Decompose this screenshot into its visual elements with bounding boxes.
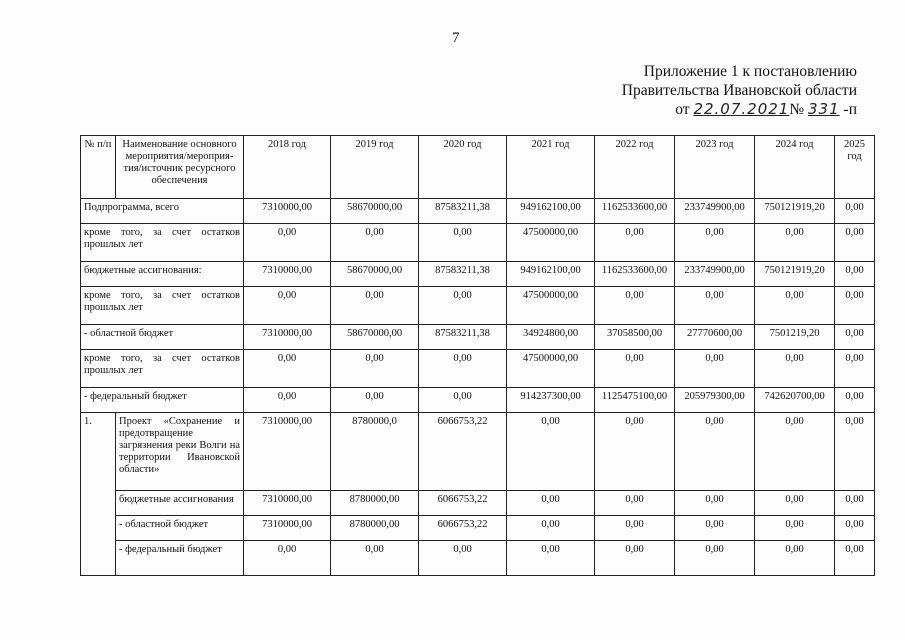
cell-value: 750121919,20: [755, 199, 835, 224]
column-header: 2019 год: [331, 136, 419, 199]
row-label: бюджетные ассигнования:: [81, 262, 244, 287]
handwritten-number: 331: [808, 100, 840, 118]
table-row: [81, 262, 875, 287]
table-row: [81, 287, 875, 325]
cell-value: 0,00: [835, 287, 875, 325]
cell-value: 1125475100,00: [595, 388, 675, 413]
column-header: 2023 год: [675, 136, 755, 199]
from-label: от: [675, 101, 690, 118]
cell-value: 0,00: [835, 325, 875, 350]
table-header-row: [81, 136, 875, 199]
cell-value: 0,00: [755, 224, 835, 262]
cell-value: 0,00: [755, 516, 835, 541]
cell-value: 0,00: [835, 516, 875, 541]
cell-value: 0,00: [419, 287, 507, 325]
cell-value: 949162100,00: [507, 262, 595, 287]
cell-value: 87583211,38: [419, 199, 507, 224]
cell-value: 0,00: [331, 287, 419, 325]
cell-value: 750121919,20: [755, 262, 835, 287]
cell-value: 914237300,00: [507, 388, 595, 413]
cell-value: 58670000,00: [331, 199, 419, 224]
column-header: 2024 год: [755, 136, 835, 199]
cell-value: 0,00: [595, 491, 675, 516]
cell-value: 8780000,00: [331, 516, 419, 541]
column-header: 2025 год: [835, 136, 875, 199]
cell-value: 0,00: [419, 224, 507, 262]
cell-value: 7310000,00: [244, 325, 331, 350]
cell-value: 205979300,00: [675, 388, 755, 413]
cell-value: 0,00: [595, 413, 675, 491]
number-label: №: [789, 101, 805, 118]
row-label: кроме того, за счет остатков прошлых лет: [81, 224, 244, 262]
cell-value: 0,00: [835, 350, 875, 388]
cell-value: 0,00: [244, 350, 331, 388]
column-header: Наименование основного мероприятия/мероприя-тия/источник ресурсного обеспечения: [116, 136, 244, 199]
header-line3: [622, 100, 857, 119]
row-label: Проект «Сохранение и предотвращение загрязнения реки Волги на территории Ивановской области»: [116, 413, 244, 491]
row-label: - областной бюджет: [116, 516, 244, 541]
table-row: [81, 388, 875, 413]
column-header: 2018 год: [244, 136, 331, 199]
cell-value: 8780000,0: [331, 413, 419, 491]
row-label: - федеральный бюджет: [81, 388, 244, 413]
row-label: бюджетные ассигнования: [116, 491, 244, 516]
cell-value: 0,00: [755, 287, 835, 325]
cell-value: 0,00: [331, 541, 419, 576]
cell-value: 949162100,00: [507, 199, 595, 224]
cell-value: 0,00: [244, 388, 331, 413]
cell-value: 0,00: [675, 541, 755, 576]
cell-value: 58670000,00: [331, 262, 419, 287]
column-header: 2021 год: [507, 136, 595, 199]
cell-value: 0,00: [835, 262, 875, 287]
cell-value: 0,00: [675, 224, 755, 262]
project-number: 1.: [81, 413, 116, 576]
cell-value: 742620700,00: [755, 388, 835, 413]
cell-value: 0,00: [595, 350, 675, 388]
cell-value: 0,00: [507, 413, 595, 491]
cell-value: 7310000,00: [244, 516, 331, 541]
row-label: - федеральный бюджет: [116, 541, 244, 576]
project-row: [81, 516, 875, 541]
cell-value: 0,00: [419, 541, 507, 576]
row-label: кроме того, за счет остатков прошлых лет: [81, 350, 244, 388]
cell-value: 0,00: [835, 541, 875, 576]
cell-value: 6066753,22: [419, 413, 507, 491]
cell-value: 233749900,00: [675, 262, 755, 287]
cell-value: 0,00: [331, 388, 419, 413]
header-line1: Приложение 1 к постановлению: [643, 63, 857, 80]
cell-value: 7501219,20: [755, 325, 835, 350]
cell-value: 47500000,00: [507, 287, 595, 325]
cell-value: 0,00: [675, 516, 755, 541]
cell-value: 6066753,22: [419, 516, 507, 541]
cell-value: 0,00: [331, 224, 419, 262]
cell-value: 7310000,00: [244, 199, 331, 224]
cell-value: 0,00: [244, 287, 331, 325]
cell-value: 0,00: [755, 413, 835, 491]
cell-value: 1162533600,00: [595, 262, 675, 287]
cell-value: 0,00: [835, 388, 875, 413]
cell-value: 87583211,38: [419, 262, 507, 287]
cell-value: 0,00: [507, 516, 595, 541]
column-header: 2022 год: [595, 136, 675, 199]
cell-value: 0,00: [595, 516, 675, 541]
cell-value: 6066753,22: [419, 491, 507, 516]
number-suffix: -п: [843, 101, 857, 118]
cell-value: 34924800,00: [507, 325, 595, 350]
cell-value: 0,00: [507, 541, 595, 576]
cell-value: 87583211,38: [419, 325, 507, 350]
cell-value: 0,00: [835, 224, 875, 262]
cell-value: 0,00: [595, 224, 675, 262]
cell-value: 0,00: [419, 388, 507, 413]
table-row: [81, 199, 875, 224]
cell-value: 0,00: [755, 350, 835, 388]
cell-value: 7310000,00: [244, 413, 331, 491]
cell-value: 7310000,00: [244, 491, 331, 516]
handwritten-date: 22.07.2021: [693, 100, 790, 118]
column-header: № п/п: [81, 136, 116, 199]
cell-value: 0,00: [244, 224, 331, 262]
cell-value: 0,00: [835, 199, 875, 224]
cell-value: 27770600,00: [675, 325, 755, 350]
cell-value: 0,00: [595, 287, 675, 325]
cell-value: 0,00: [835, 491, 875, 516]
row-label: Подпрограмма, всего: [81, 199, 244, 224]
cell-value: 58670000,00: [331, 325, 419, 350]
project-row: [81, 541, 875, 576]
cell-value: 47500000,00: [507, 350, 595, 388]
cell-value: 8780000,00: [331, 491, 419, 516]
cell-value: 37058500,00: [595, 325, 675, 350]
cell-value: 0,00: [595, 541, 675, 576]
page-number: 7: [452, 30, 460, 46]
cell-value: 0,00: [244, 541, 331, 576]
column-header: 2020 год: [419, 136, 507, 199]
row-label: - областной бюджет: [81, 325, 244, 350]
appendix-header: [622, 62, 857, 119]
cell-value: 0,00: [675, 287, 755, 325]
cell-value: 47500000,00: [507, 224, 595, 262]
table-row: [81, 224, 875, 262]
row-label: кроме того, за счет остатков прошлых лет: [81, 287, 244, 325]
header-line2: Правительства Ивановской области: [621, 82, 857, 99]
cell-value: 0,00: [419, 350, 507, 388]
cell-value: 0,00: [507, 491, 595, 516]
project-row: [81, 413, 875, 491]
cell-value: 7310000,00: [244, 262, 331, 287]
cell-value: 0,00: [675, 491, 755, 516]
funding-table: [80, 135, 875, 576]
cell-value: 0,00: [675, 413, 755, 491]
cell-value: 0,00: [755, 541, 835, 576]
table-row: [81, 350, 875, 388]
cell-value: 0,00: [331, 350, 419, 388]
cell-value: 1162533600,00: [595, 199, 675, 224]
cell-value: 0,00: [675, 350, 755, 388]
cell-value: 0,00: [835, 413, 875, 491]
table-row: [81, 325, 875, 350]
cell-value: 0,00: [755, 491, 835, 516]
project-row: [81, 491, 875, 516]
cell-value: 233749900,00: [675, 199, 755, 224]
